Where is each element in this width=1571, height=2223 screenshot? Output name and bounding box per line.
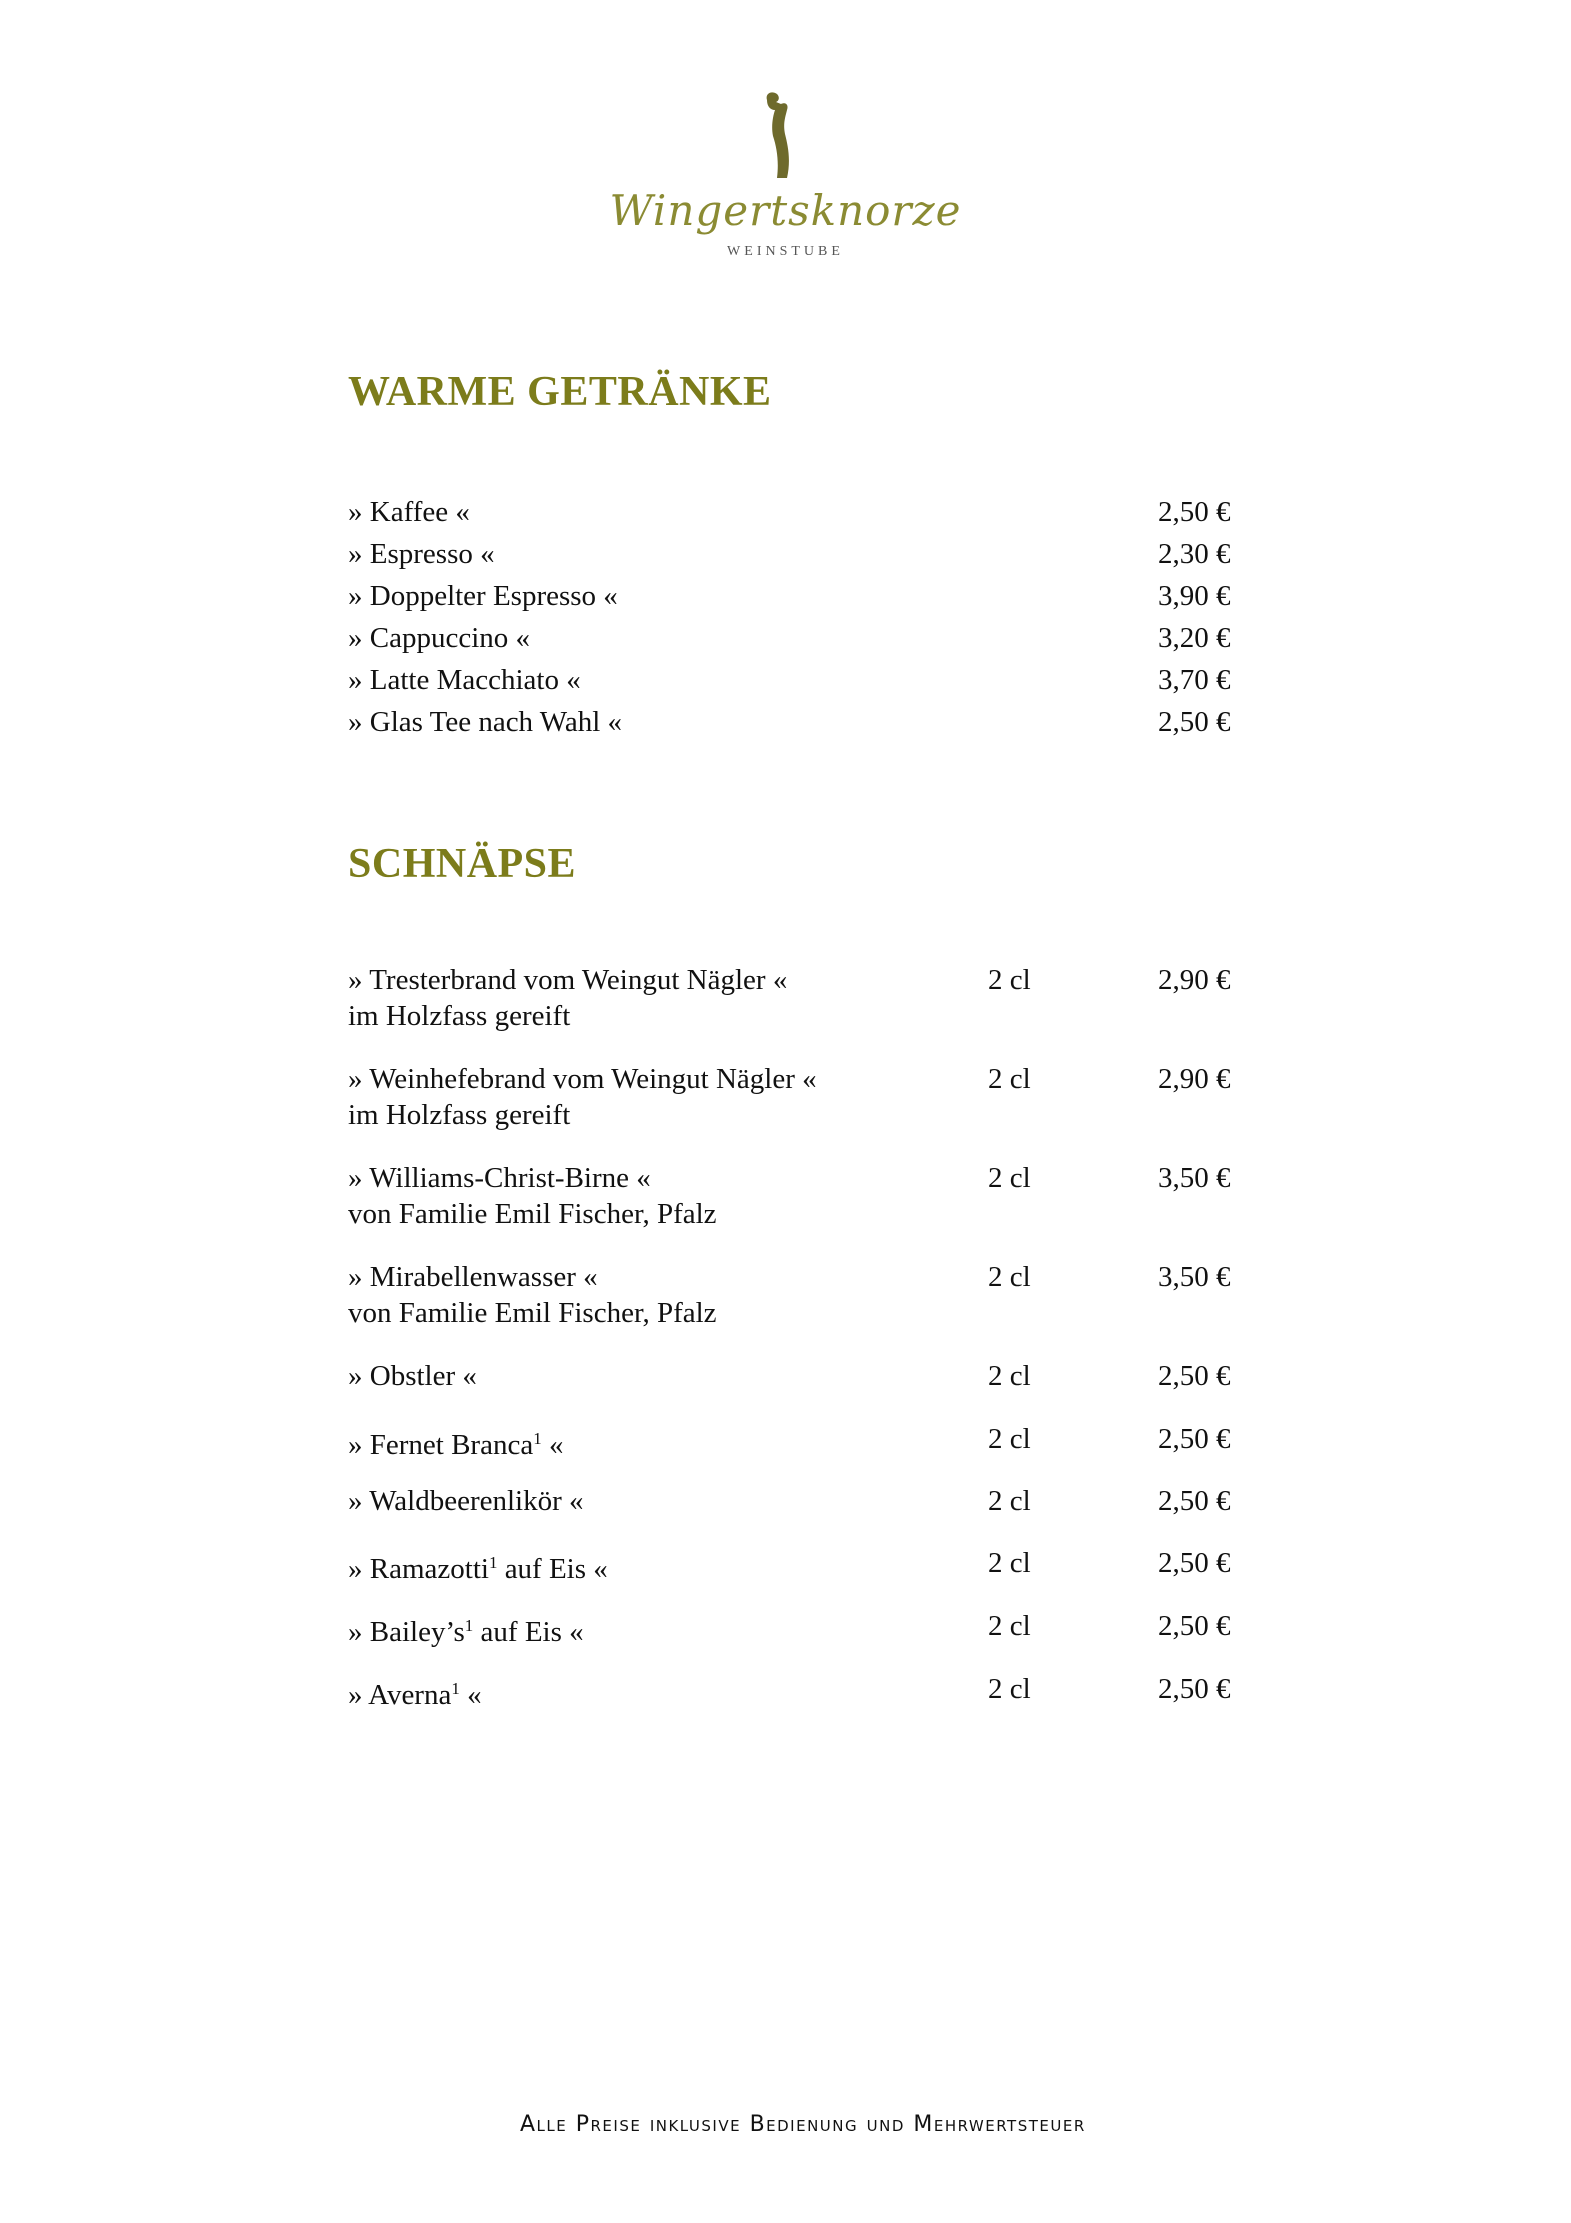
item-name: » Obstler « [348,1360,477,1392]
footnote-marker: 1 [533,1429,542,1448]
item-name: » Ramazotti$^1$ auf Eis « [348,1553,608,1585]
item-price: 3,90 € [1158,580,1231,612]
item-name: » Latte Macchiato « [348,664,581,696]
item-volume: 2 cl [988,1261,1031,1293]
item-volume: 2 cl [988,1360,1031,1392]
item-price: 2,50 € [1158,496,1231,528]
footnote-marker: 1 [464,1616,474,1635]
item-volume: 2 cl [988,1610,1031,1642]
item-price: 2,50 € [1158,1610,1231,1642]
item-name: » Weinhefebrand vom Weingut Nägler « [348,1063,817,1095]
item-name: » Williams-Christ-Birne « [348,1162,651,1194]
item-volume: 2 cl [988,1423,1031,1455]
item-price: 2,50 € [1158,1547,1231,1579]
item-name: » Espresso « [348,538,495,570]
item-price: 2,30 € [1158,538,1231,570]
item-volume: 2 cl [988,1063,1031,1095]
item-description: im Holzfass gereift [348,1099,571,1131]
item-name: » Mirabellenwasser « [348,1261,598,1293]
brand-name: Wingertsknorze [609,186,962,235]
item-volume: 2 cl [988,1485,1031,1517]
item-volume: 2 cl [988,964,1031,996]
item-price: 2,90 € [1158,964,1231,996]
footnote-marker: 1 [488,1553,498,1572]
item-price: 2,50 € [1158,1360,1231,1392]
item-price: 3,20 € [1158,622,1231,654]
item-name: » Cappuccino « [348,622,531,654]
item-name: » Glas Tee nach Wahl « [348,706,623,738]
item-price: 2,90 € [1158,1063,1231,1095]
item-price: 2,50 € [1158,1423,1231,1455]
item-description: von Familie Emil Fischer, Pfalz [348,1198,717,1230]
brand-subtitle: WEINSTUBE [727,244,844,259]
item-name: » Fernet Branca$^1$ « [348,1429,564,1461]
section-heading-warme-getraenke: WARME GETRÄNKE [348,369,772,415]
item-name: » Averna$^1$ « [348,1679,482,1711]
item-price: 3,70 € [1158,664,1231,696]
section-heading-schnaepse: SCHNÄPSE [348,841,577,887]
item-price: 2,50 € [1158,1673,1231,1705]
logo [0,0,1571,300]
item-name: » Tresterbrand vom Weingut Nägler « [348,964,788,996]
item-price: 3,50 € [1158,1162,1231,1194]
item-price: 2,50 € [1158,706,1231,738]
item-price: 2,50 € [1158,1485,1231,1517]
item-volume: 2 cl [988,1673,1031,1705]
item-name: » Waldbeerenlikör « [348,1485,584,1517]
winemaker-figure-icon [755,88,815,188]
item-description: von Familie Emil Fischer, Pfalz [348,1297,717,1329]
item-price: 3,50 € [1158,1261,1231,1293]
item-name: » Kaffee « [348,496,470,528]
item-volume: 2 cl [988,1162,1031,1194]
footer-note: Alle Preise inklusive Bedienung und Mehrwertsteuer [520,2112,1086,2137]
item-volume: 2 cl [988,1547,1031,1579]
footnote-marker: 1 [451,1679,460,1698]
item-name: » Doppelter Espresso « [348,580,618,612]
item-description: im Holzfass gereift [348,1000,571,1032]
item-name: » $Bailey’s^1$ auf Eis « [348,1616,584,1648]
